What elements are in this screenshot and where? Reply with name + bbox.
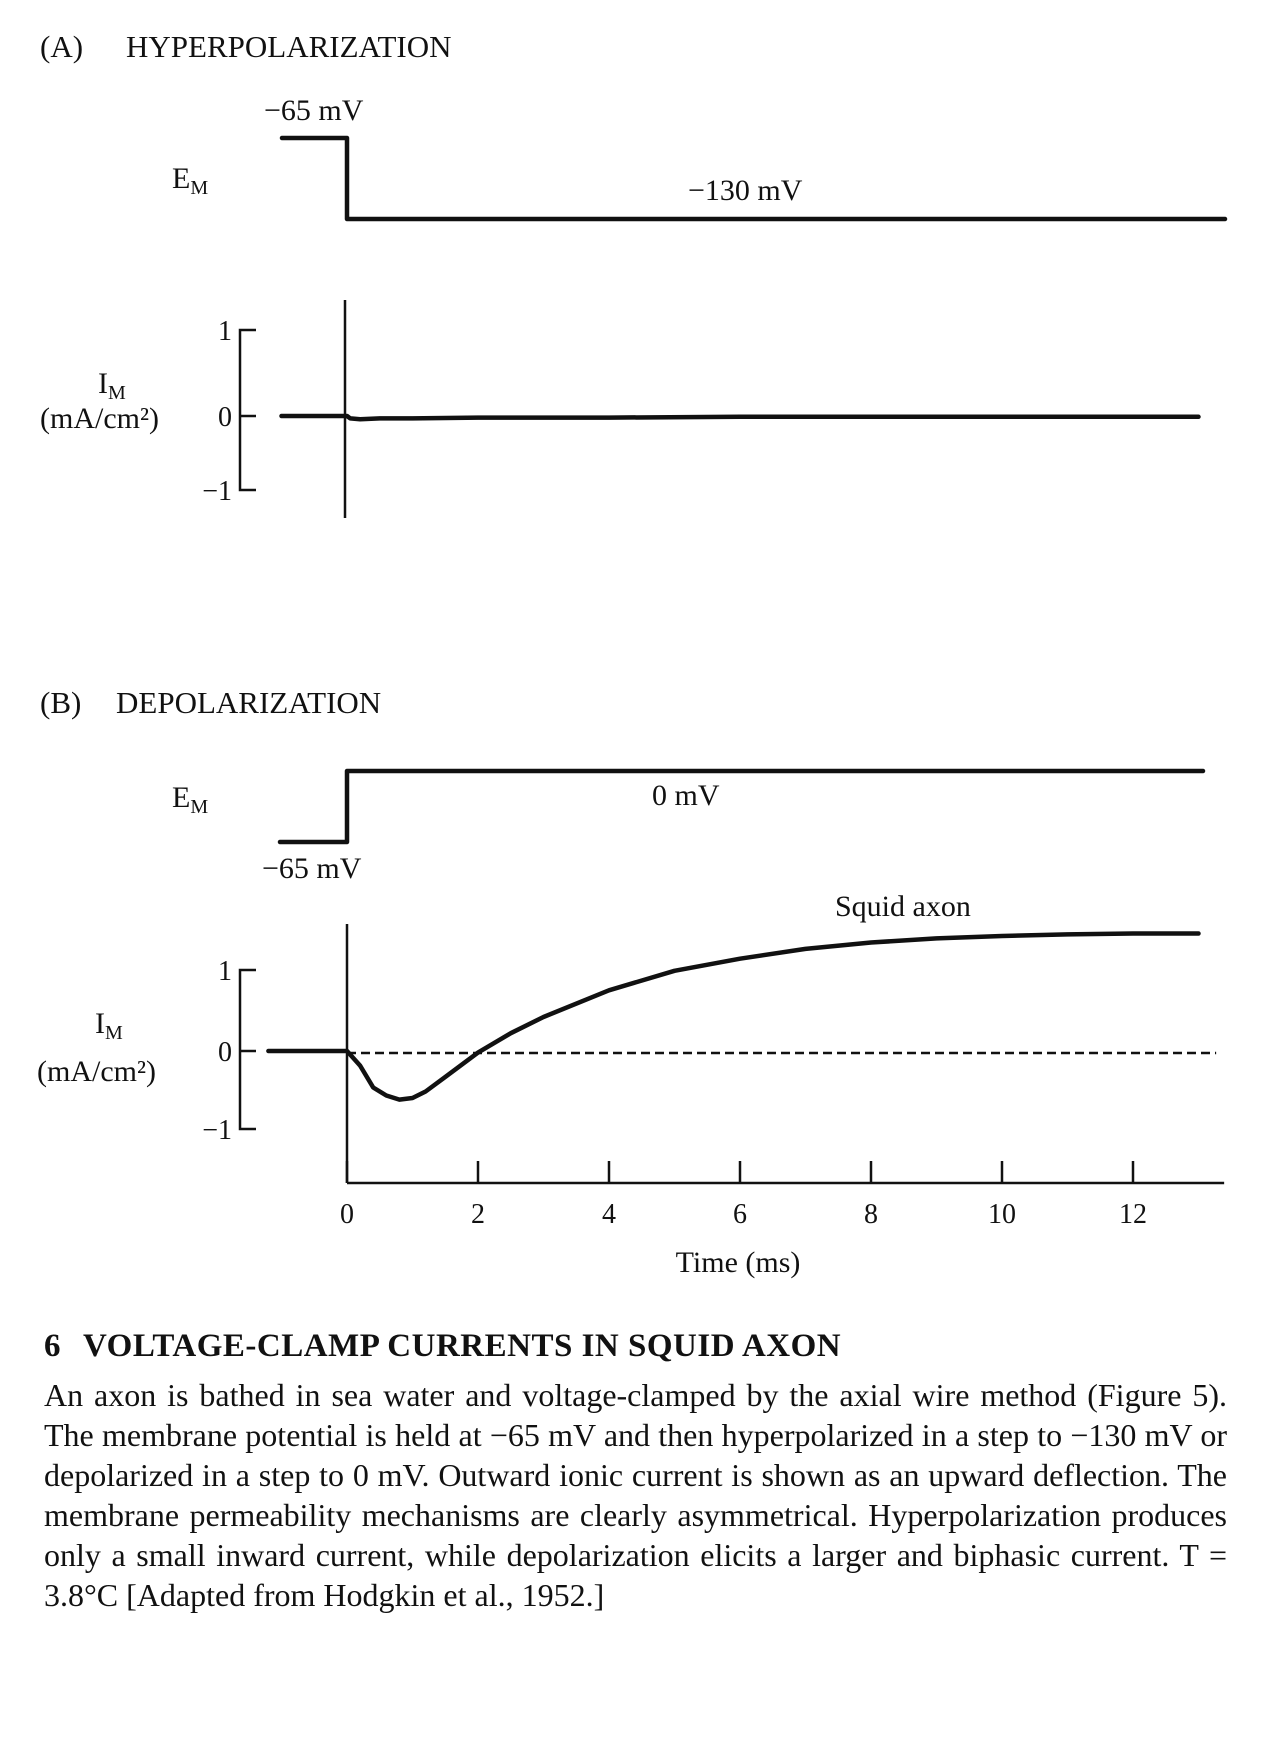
panel-a-label: (A) [40, 29, 84, 64]
panel-b-scale-bracket [240, 970, 256, 1129]
panel-b-ytick-label: 1 [218, 956, 232, 987]
panel-a-em-label [172, 162, 208, 199]
panel-b-ytick-label: −1 [202, 1115, 232, 1146]
panel-a-scale-bracket [240, 330, 256, 490]
panel-a-im-sub: M [108, 382, 126, 404]
time-axis-tick-label: 0 [340, 1199, 354, 1230]
panel-a-ytick-label: −1 [202, 476, 232, 507]
panel-a-im-main: I [98, 367, 108, 400]
panel-a [40, 29, 1225, 518]
panel-b-title: DEPOLARIZATION [116, 685, 382, 720]
time-axis [340, 1161, 1224, 1230]
time-axis-tick-label: 4 [602, 1199, 616, 1230]
panel-b-unit-label: (mA/cm²) [37, 1055, 156, 1088]
panel-a-im-label [98, 367, 126, 404]
panel-b-im-label [95, 1007, 123, 1044]
panel-b-em-main: E [172, 781, 191, 814]
panel-b-im-main: I [95, 1007, 105, 1040]
panel-b-voltage-trace [280, 771, 1203, 842]
panel-b-step-label: 0 mV [652, 779, 720, 812]
panel-b-holding-label: −65 mV [262, 852, 362, 885]
panel-b-ytick-label: 0 [218, 1037, 232, 1068]
panel-b-annotation: Squid axon [835, 890, 971, 923]
panel-a-em-sub: M [190, 177, 209, 199]
panel-b [37, 685, 1224, 1279]
panel-a-holding-label: −65 mV [264, 94, 364, 127]
time-axis-tick-label: 2 [471, 1199, 485, 1230]
figure-title: VOLTAGE-CLAMP CURRENTS IN SQUID AXON [83, 1328, 842, 1364]
panel-a-y-scale [202, 316, 256, 507]
panel-b-im-sub: M [105, 1022, 123, 1044]
panel-a-unit-label: (mA/cm²) [40, 402, 159, 435]
panel-a-step-label: −130 mV [688, 174, 803, 207]
figure-caption [44, 1328, 1227, 1615]
time-axis-tick-label: 12 [1119, 1199, 1147, 1230]
panel-a-ytick-label: 0 [218, 402, 232, 433]
figure-number: 6 [44, 1328, 61, 1364]
panel-b-y-scale [202, 956, 256, 1146]
panel-b-em-label [172, 781, 208, 818]
time-axis-label: Time (ms) [675, 1246, 801, 1279]
panel-a-current-trace [282, 416, 1199, 419]
panel-a-em-main: E [172, 162, 191, 195]
time-axis-tick-label: 8 [864, 1199, 878, 1230]
time-axis-tick-label: 6 [733, 1199, 747, 1230]
panel-b-current-trace [268, 934, 1198, 1100]
panel-b-label: (B) [40, 685, 82, 720]
time-axis-tick-label: 10 [988, 1199, 1016, 1230]
caption-heading [44, 1328, 1227, 1365]
caption-body: An axon is bathed in sea water and voltage-clamped by the axial wire method (Figure 5). The membrane potential is held at −65 mV and then hyperpolarized in a step to −130 mV or depolarized in a step to 0 mV. Outward ionic current is shown as an upward deflection. The membrane permeability mechanisms are clearly asymmetrical. Hyperpolarization produces only a small inward current, while depolarization elicits a larger and biphasic current. T = 3.8°C [Adapted from Hodgkin et al., 1952.] [44, 1377, 1227, 1613]
panel-b-em-sub: M [190, 796, 209, 818]
panel-a-ytick-label: 1 [218, 316, 232, 347]
panel-a-title: HYPERPOLARIZATION [126, 29, 452, 64]
